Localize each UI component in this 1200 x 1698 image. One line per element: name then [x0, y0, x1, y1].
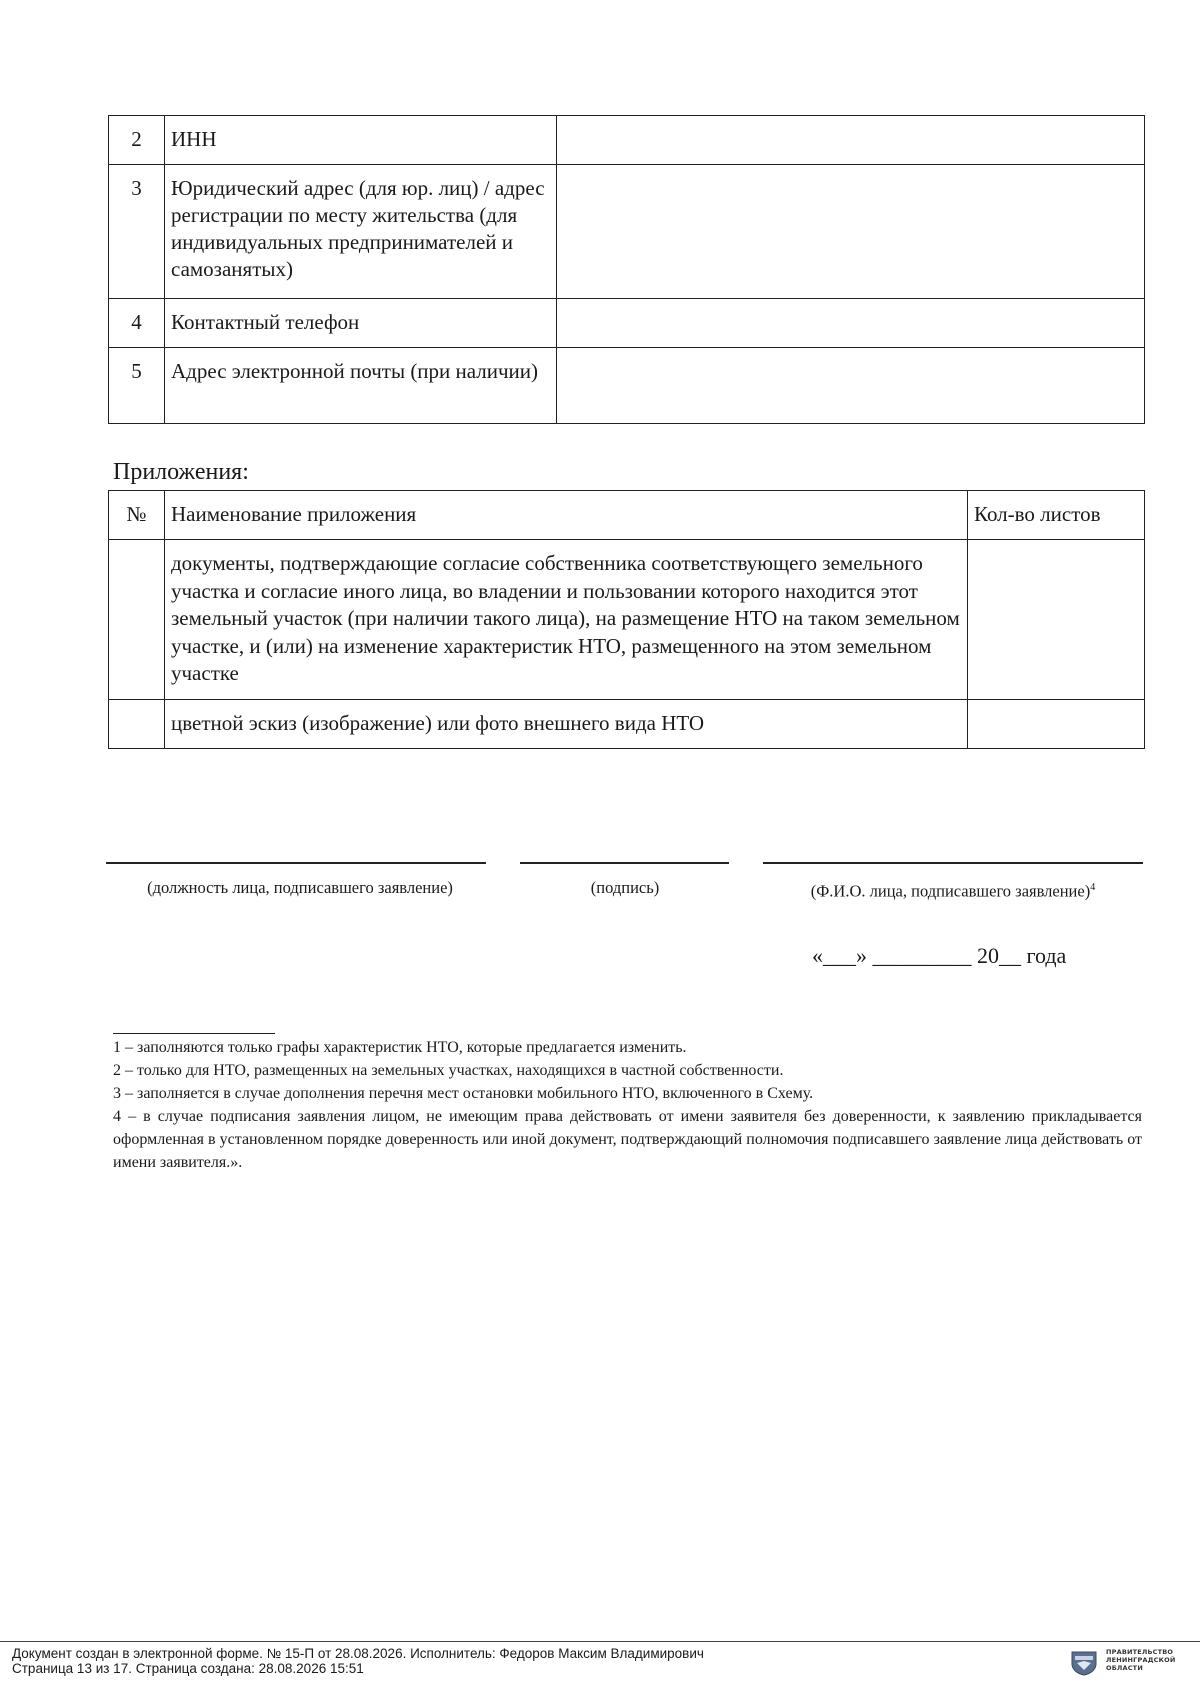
attachment-sheets: [968, 540, 1145, 700]
position-caption: (должность лица, подписавшего заявление): [147, 878, 453, 897]
row-number: 3: [109, 165, 165, 299]
date-line: «___» _________ 20__ года: [812, 943, 1067, 968]
footer-text: [12, 1646, 704, 1676]
footnote-mark: 4: [1090, 882, 1096, 893]
row-label: Адрес электронной почты (при наличии): [165, 348, 557, 424]
row-value-cell: [557, 116, 1145, 165]
government-logo: [1070, 1648, 1180, 1682]
row-label: Юридический адрес (для юр. лиц) / адрес регистрации по месту жительства (для индивидуальных предпринимателей и самозанятых): [165, 165, 557, 299]
row-number: 2: [109, 116, 165, 165]
fio-signature-line: [763, 862, 1143, 864]
attachment-sheets: [968, 700, 1145, 749]
footer-divider: [0, 1641, 1200, 1642]
row-label: ИНН: [165, 116, 557, 165]
applicant-info-table: [108, 115, 1145, 424]
footnotes: [113, 1036, 1142, 1174]
row-number: [109, 700, 165, 749]
fio-caption: (Ф.И.О. лица, подписавшего заявление)$^4$: [810, 881, 1096, 901]
footnote-item: 3 – заполняется в случае дополнения перечня мест остановки мобильного НТО, включенного в Схему.: [113, 1085, 814, 1102]
table-header-row: [109, 491, 1145, 540]
footer-line-document: Документ создан в электронной форме. № 15-П от 28.08.2026. Исполнитель: Федоров Максим Владимирович: [12, 1646, 704, 1661]
row-number: 4: [109, 299, 165, 348]
footnote-separator: [113, 1033, 275, 1034]
row-value-cell: [557, 348, 1145, 424]
row-value-cell: [557, 299, 1145, 348]
table-row: [109, 299, 1145, 348]
column-header-name: Наименование приложения: [165, 491, 968, 540]
column-header-sheets: Кол-во листов: [968, 491, 1145, 540]
attachments-table: [108, 490, 1145, 749]
coat-of-arms-icon: [1070, 1650, 1098, 1676]
footnote-item: 1 – заполняются только графы характеристик НТО, которые предлагается изменить.: [113, 1039, 687, 1056]
table-row: [109, 165, 1145, 299]
footnote-item: 2 – только для НТО, размещенных на земельных участках, находящихся в частной собственности.: [113, 1062, 784, 1079]
column-header-number: №: [109, 491, 165, 540]
table-row: [109, 116, 1145, 165]
signature-line: [520, 862, 729, 864]
row-number: 5: [109, 348, 165, 424]
table-row: [109, 700, 1145, 749]
attachment-name: документы, подтверждающие согласие собственника соответствующего земельного участка и согласие иного лица, во владении и пользовании которого находится этот земельный участок (при наличии такого лица), на размещение НТО на таком земельном участке, и (или) на изменение характеристик НТО, размещенного на этом земельном участке: [165, 540, 968, 700]
footer-line-page: Страница 13 из 17. Страница создана: 28.08.2026 15:51: [12, 1661, 364, 1676]
row-value-cell: [557, 165, 1145, 299]
signature-caption: (подпись): [590, 878, 660, 897]
row-label: Контактный телефон: [165, 299, 557, 348]
table-row: [109, 540, 1145, 700]
logo-text: ПРАВИТЕЛЬСТВО ЛЕНИНГРАДСКОЙ ОБЛАСТИ: [1106, 1648, 1176, 1672]
table-row: [109, 348, 1145, 424]
footnote-item: 4 – в случае подписания заявления лицом, не имеющим права действовать от имени заявителя без доверенности, к заявлению прикладывается оформленная в установленном порядке доверенность или иной документ, подтверждающий полномочия подписавшего заявление лица действовать от имени заявителя.».: [113, 1108, 1142, 1171]
attachments-heading: Приложения:: [113, 459, 249, 485]
attachment-name: цветной эскиз (изображение) или фото внешнего вида НТО: [165, 700, 968, 749]
position-signature-line: [106, 862, 486, 864]
row-number: [109, 540, 165, 700]
